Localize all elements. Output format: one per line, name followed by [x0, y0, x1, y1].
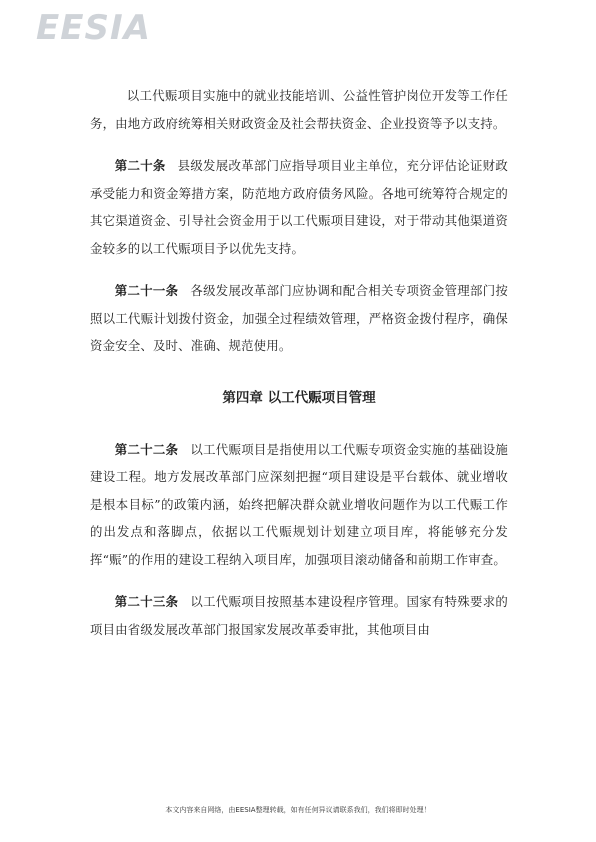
paragraph-text: 县级发展改革部门应指导项目业主单位，充分评估论证财政承受能力和资金筹措方案，防范地方政府债务风险。各地可统筹符合规定的其它渠道资金、引导社会资金用于以工代赈项目建设，对于带动其他渠道资金较多的以工代赈项目予以优先支持。 — [90, 158, 508, 256]
article-number: 第二十二条 — [114, 441, 179, 457]
paragraph-text: 以工代赈项目实施中的就业技能培训、公益性管护岗位开发等工作任务，由地方政府统筹相关财政资金及社会帮扶资金、企业投资等予以支持。 — [90, 88, 508, 131]
paragraph — [90, 152, 508, 262]
paragraph — [90, 588, 508, 643]
chapter-title: 第四章 以工代赈项目管理 — [222, 389, 376, 406]
paragraph-text: 以工代赈项目按照基本建设程序管理。国家有特殊要求的项目由省级发展改革部门报国家发展改革委审批，其他项目由 — [90, 594, 509, 637]
article-number: 第二十一条 — [114, 283, 179, 298]
paragraph-text: 以工代赈项目是指使用以工代赈专项资金实施的基础设施建设工程。地方发展改革部门应深刻把握“项目建设是平台载体、就业增收是根本目标”的政策内涵，始终把解决群众就业增收问题作为以工代赈工作的出发点和落脚点，依据以工代赈规划计划建立项目库，将能够充分发挥“赈”的作用的建设工程纳入项目库，加强项目滚动储备和前期工作审查。 — [90, 441, 509, 567]
paragraph — [90, 277, 508, 360]
footer-disclaimer: 本文内容来自网络，由EESIA整理转载，如有任何异议请联系我们，我们将即时处理！ — [165, 806, 431, 814]
paragraph — [90, 436, 508, 574]
document-body — [90, 82, 508, 658]
eesia-logo: EESIA — [36, 8, 151, 48]
article-number: 第二十三条 — [114, 594, 179, 609]
article-number: 第二十条 — [114, 158, 166, 173]
paragraph — [90, 82, 508, 137]
paragraph-text: 各级发展改革部门应协调和配合相关专项资金管理部门按照以工代赈计划拨付资金，加强全过程绩效管理，严格资金拨付程序，确保资金安全、及时、准确、规范使用。 — [90, 283, 509, 353]
